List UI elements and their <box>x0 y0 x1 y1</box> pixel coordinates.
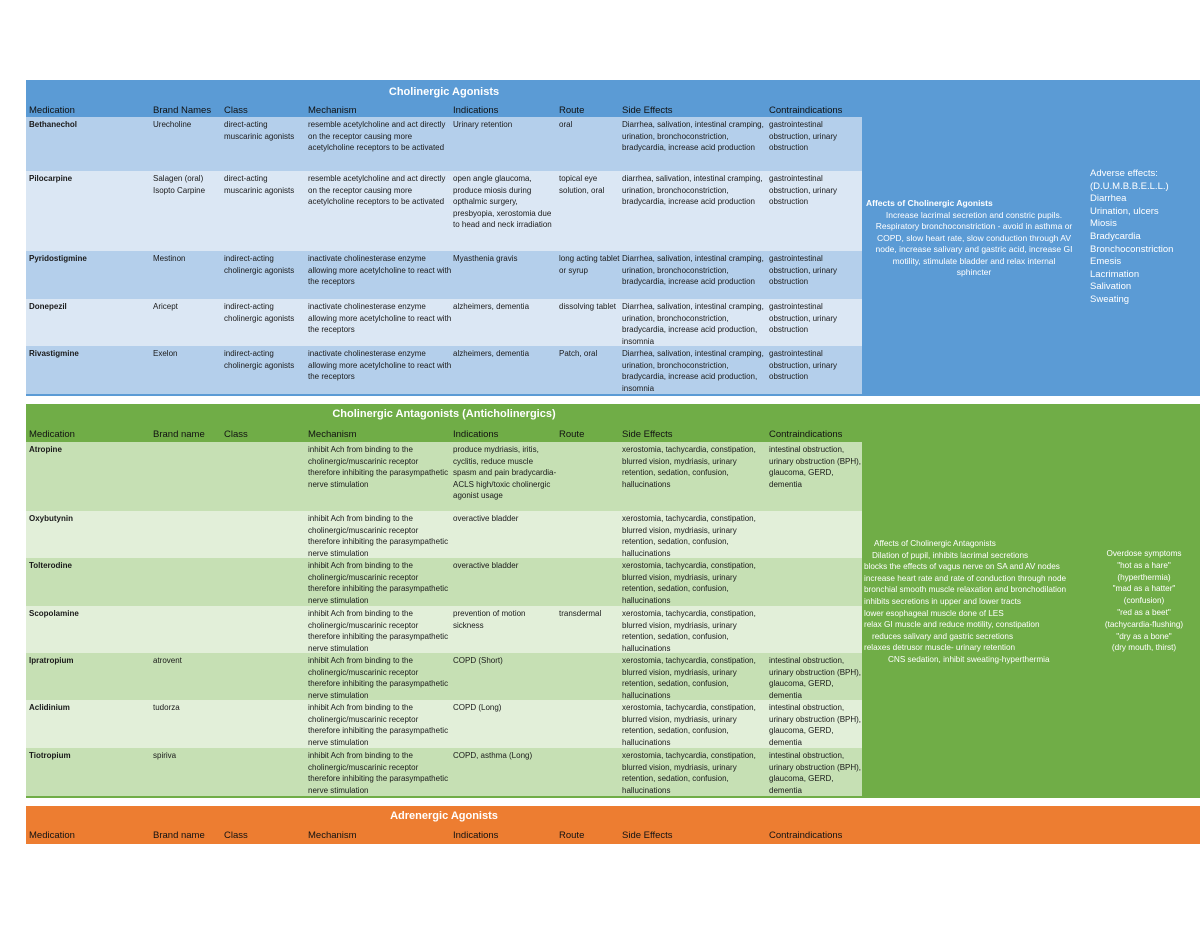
header-side-effects: Side Effects <box>622 830 673 841</box>
medication-cell: Tiotropium <box>29 751 71 760</box>
cholinergic-agonists-section <box>26 80 1200 396</box>
effects-line: Dilation of pupil, inhibits lacrimal secretions <box>872 550 1029 560</box>
medication-cell: Bethanechol <box>29 120 78 129</box>
adverse-line: Bradycardia <box>1090 230 1141 242</box>
brand-cell: Aricept <box>153 302 178 311</box>
mechanism-cell: resemble acetylcholine and act directly on the receptor causing more acetylcholine receptors to be activated <box>308 174 446 207</box>
contraindications-cell: intestinal obstruction, urinary obstruction (BPH), glaucoma, GERD, dementia <box>769 703 862 747</box>
table-row <box>26 346 862 394</box>
medication-cell: Aclidinium <box>29 703 70 712</box>
overdose-line: "dry as a bone" <box>1116 631 1172 641</box>
header-class: Class <box>224 105 248 116</box>
effects-line: lower esophageal muscle done of LES <box>864 608 1004 618</box>
adverse-line: Urination, ulcers <box>1090 205 1159 217</box>
header-side-effects: Side Effects <box>622 105 673 116</box>
side-effects-cell: xerostomia, tachycardia, constipation, blurred vision, mydriasis, urinary retention, sedation, confusion, hallucinations <box>622 703 756 747</box>
overdose-line: (dry mouth, thirst) <box>1111 643 1177 653</box>
table-header <box>26 429 862 441</box>
mechanism-cell: inhibit Ach from binding to the cholinergic/muscarinic receptor therefore inhibiting the parasympathetic nerve stimulation <box>308 445 449 489</box>
indications-cell: open angle glaucoma, produce miosis during opthalmic surgery, presbyopia, xerostomia due to head and neck irradiation <box>453 174 552 230</box>
class-cell: direct-acting muscarinic agonists <box>224 174 295 195</box>
adverse-line: Salivation <box>1090 281 1132 293</box>
effects-line: node, increase salivary and gastric acid, increase GI <box>875 244 1073 254</box>
side-effects-cell: Diarrhea, salivation, intestinal cramping, urination, bronchoconstriction, bradycardia, increase acid production <box>622 254 764 287</box>
header-medication: Medication <box>29 429 75 440</box>
route-cell: long acting tablet or syrup <box>559 254 620 275</box>
table-row <box>26 171 862 251</box>
overdose-line: "hot as a hare" <box>1117 560 1171 570</box>
side-effects-cell: xerostomia, tachycardia, constipation, blurred vision, mydriasis, urinary retention, sedation, confusion, hallucinations <box>622 561 756 605</box>
route-cell: dissolving tablet <box>559 302 616 311</box>
side-effects-cell: xerostomia, tachycardia, constipation, blurred vision, mydriasis, urinary retention, sedation, confusion, hallucinations <box>622 751 756 795</box>
mechanism-cell: inhibit Ach from binding to the cholinergic/muscarinic receptor therefore inhibiting the parasympathetic nerve stimulation <box>308 514 449 558</box>
effects-line: bronchial smooth muscle relaxation and bronchodilation <box>864 585 1067 595</box>
header-route: Route <box>559 429 585 440</box>
contraindications-cell: intestinal obstruction, urinary obstruction (BPH), glaucoma, GERD, dementia <box>769 751 862 795</box>
mechanism-cell: resemble acetylcholine and act directly on the receptor causing more acetylcholine receptors to be activated <box>308 120 446 153</box>
medication-cell: Pyridostigmine <box>29 254 87 263</box>
table-row <box>26 748 862 796</box>
side-effects-cell: xerostomia, tachycardia, constipation, blurred vision, mydriasis, urinary retention, sedation, confusion, hallucinations <box>622 609 756 653</box>
indications-cell: Urinary retention <box>453 120 513 129</box>
table-row <box>26 700 862 748</box>
side-effects-cell: Diarrhea, salivation, intestinal cramping, urination, bronchoconstriction, bradycardia, increase acid production <box>622 120 764 153</box>
medication-cell: Donepezil <box>29 302 67 311</box>
route-cell: oral <box>559 120 573 129</box>
effects-line: Affects of Cholinergic Antagonists <box>874 539 996 548</box>
contraindications-cell: intestinal obstruction, urinary obstruction (BPH), glaucoma, GERD, dementia <box>769 445 862 489</box>
effects-line: blocks the effects of vagus nerve on SA and AV nodes <box>864 562 1060 572</box>
effects-line: relax GI muscle and reduce motility, constipation <box>864 620 1040 630</box>
section-title: Cholinergic Agonists <box>388 86 500 98</box>
contraindications-cell: gastrointestinal obstruction, urinary obstruction <box>769 120 838 153</box>
medication-cell: Atropine <box>29 445 62 454</box>
indications-cell: prevention of motion sickness <box>453 609 526 630</box>
indications-cell: overactive bladder <box>453 561 519 570</box>
overdose-symptoms-list <box>1088 548 1200 654</box>
side-effects-cell: Diarrhea, salivation, intestinal cramping, urination, bronchoconstriction, bradycardia, increase acid production, insomnia <box>622 349 764 393</box>
adverse-line: Diarrhea <box>1090 193 1127 205</box>
table-row <box>26 299 862 346</box>
header-indications: Indications <box>453 429 499 440</box>
cholinergic-antagonists-section <box>26 404 1200 798</box>
table-row <box>26 117 862 171</box>
contraindications-cell: gastrointestinal obstruction, urinary obstruction <box>769 254 838 287</box>
mechanism-cell: inhibit Ach from binding to the cholinergic/muscarinic receptor therefore inhibiting the parasympathetic nerve stimulation <box>308 609 449 653</box>
route-cell: transdermal <box>559 609 602 618</box>
mechanism-cell: inactivate cholinesterase enzyme allowing more acetylcholine to react with the receptors <box>308 302 452 335</box>
effects-line: Respiratory bronchoconstriction - avoid in asthma or <box>875 221 1073 231</box>
adverse-line: Adverse effects: <box>1090 168 1158 179</box>
brand-cell: tudorza <box>153 703 180 712</box>
side-effects-cell: xerostomia, tachycardia, constipation, blurred vision, mydriasis, urinary retention, sedation, confusion, hallucinations <box>622 445 756 489</box>
route-cell: topical eye solution, oral <box>559 174 605 195</box>
adverse-line: Miosis <box>1090 218 1117 230</box>
contraindications-cell: intestinal obstruction, urinary obstruction (BPH), glaucoma, GERD, dementia <box>769 656 862 700</box>
brand-cell: Mestinon <box>153 254 186 263</box>
header-indications: Indications <box>453 830 499 841</box>
overdose-line: (confusion) <box>1123 596 1165 606</box>
class-cell: indirect-acting cholinergic agonists <box>224 349 295 370</box>
header-brand: Brand name <box>153 830 205 841</box>
header-mechanism: Mechanism <box>308 830 357 841</box>
class-cell: indirect-acting cholinergic agonists <box>224 302 295 323</box>
adverse-effects-list <box>1090 168 1173 307</box>
contraindications-cell: gastrointestinal obstruction, urinary obstruction <box>769 302 838 335</box>
overdose-line: "mad as a hatter" <box>1112 584 1176 594</box>
header-contraindications: Contraindications <box>769 830 843 841</box>
table-row <box>26 558 862 606</box>
overdose-line: (hyperthermia) <box>1117 572 1171 582</box>
header-medication: Medication <box>29 830 75 841</box>
medication-cell: Tolterodine <box>29 561 72 570</box>
side-effects-cell: xerostomia, tachycardia, constipation, blurred vision, mydriasis, urinary retention, sedation, confusion, hallucinations <box>622 656 756 700</box>
brand-cell: atrovent <box>153 656 182 665</box>
medication-cell: Pilocarpine <box>29 174 73 183</box>
mechanism-cell: inactivate cholinesterase enzyme allowing more acetylcholine to react with the receptors <box>308 349 452 382</box>
adverse-line: Sweating <box>1090 293 1130 305</box>
header-route: Route <box>559 830 585 841</box>
indications-cell: alzheimers, dementia <box>453 302 530 311</box>
indications-cell: COPD, asthma (Long) <box>453 751 533 760</box>
header-indications: Indications <box>453 105 499 116</box>
header-class: Class <box>224 429 248 440</box>
effects-line: sphincter <box>956 267 992 277</box>
overdose-line: Overdose symptoms <box>1106 549 1182 558</box>
contraindications-cell: gastrointestinal obstruction, urinary obstruction <box>769 349 838 382</box>
effects-line: Increase lacrimal secretion and constric pupils. <box>885 209 1063 220</box>
table-header <box>26 105 862 117</box>
class-cell: indirect-acting cholinergic agonists <box>224 254 295 275</box>
header-brand: Brand name <box>153 429 205 440</box>
indications-cell: COPD (Short) <box>453 656 503 665</box>
medication-cell: Oxybutynin <box>29 514 74 523</box>
adverse-line: (D.U.M.B.B.E.L.L.) <box>1090 180 1169 192</box>
table-row <box>26 251 862 299</box>
table-row <box>26 606 862 653</box>
table-row <box>26 511 862 558</box>
side-effects-cell: diarrhea, salivation, intestinal cramping, urination, bronchoconstriction, bradycardia, increase acid production <box>622 174 763 207</box>
indications-cell: overactive bladder <box>453 514 519 523</box>
indications-cell: alzheimers, dementia <box>453 349 530 358</box>
brand-cell: Urecholine <box>153 120 192 129</box>
table-row <box>26 442 862 511</box>
adverse-line: Bronchoconstriction <box>1090 243 1174 255</box>
mechanism-cell: inhibit Ach from binding to the cholinergic/muscarinic receptor therefore inhibiting the parasympathetic nerve stimulation <box>308 561 449 605</box>
overdose-line: "red as a beet" <box>1117 607 1171 617</box>
class-cell: direct-acting muscarinic agonists <box>224 120 295 141</box>
header-contraindications: Contraindications <box>769 105 843 116</box>
side-effects-cell: Diarrhea, salivation, intestinal cramping, urination, bronchoconstriction, bradycardia, increase acid production, insomnia <box>622 302 764 346</box>
table-header <box>26 830 862 842</box>
adverse-line: Lacrimation <box>1090 268 1140 280</box>
effects-line: inhibits secretions in upper and lower tracts <box>864 596 1022 606</box>
effects-line: Affects of Cholinergic Agonists <box>866 198 993 208</box>
header-mechanism: Mechanism <box>308 429 357 440</box>
effects-line: relaxes detrusor muscle- urinary retention <box>864 643 1016 653</box>
header-contraindications: Contraindications <box>769 429 843 440</box>
effects-line: reduces salivary and gastric secretions <box>872 631 1014 641</box>
table-row <box>26 653 862 700</box>
route-cell: Patch, oral <box>559 349 598 358</box>
effects-line: CNS sedation, inhibit sweating-hyperthermia <box>888 654 1050 664</box>
adverse-line: Emesis <box>1090 256 1122 268</box>
effects-line: motility, stimulate bladder and relax internal <box>892 255 1056 266</box>
medication-cell: Rivastigmine <box>29 349 79 358</box>
overdose-line: (tachycardia-flushing) <box>1104 619 1184 629</box>
header-medication: Medication <box>29 105 75 116</box>
brand-cell: Salagen (oral) Isopto Carpine <box>153 174 206 195</box>
brand-cell: spiriva <box>153 751 177 760</box>
header-class: Class <box>224 830 248 841</box>
header-route: Route <box>559 105 585 116</box>
agonist-effects-note <box>866 198 1082 279</box>
mechanism-cell: inactivate cholinesterase enzyme allowing more acetylcholine to react with the receptors <box>308 254 452 287</box>
medication-cell: Scopolamine <box>29 609 79 618</box>
indications-cell: Myasthenia gravis <box>453 254 518 263</box>
header-brand: Brand Names <box>153 105 212 116</box>
header-side-effects: Side Effects <box>622 429 673 440</box>
mechanism-cell: inhibit Ach from binding to the cholinergic/muscarinic receptor therefore inhibiting the parasympathetic nerve stimulation <box>308 656 449 700</box>
header-mechanism: Mechanism <box>308 105 357 116</box>
mechanism-cell: inhibit Ach from binding to the cholinergic/muscarinic receptor therefore inhibiting the parasympathetic nerve stimulation <box>308 751 449 795</box>
contraindications-cell: gastrointestinal obstruction, urinary obstruction <box>769 174 838 207</box>
effects-line: increase heart rate and rate of conduction through node <box>864 573 1067 583</box>
antagonist-effects-note <box>864 538 1066 666</box>
mechanism-cell: inhibit Ach from binding to the cholinergic/muscarinic receptor therefore inhibiting the parasympathetic nerve stimulation <box>308 703 449 747</box>
effects-line: COPD, slow heart rate, slow conduction through AV <box>876 232 1072 243</box>
section-title: Adrenergic Agonists <box>390 810 498 822</box>
side-effects-cell: xerostomia, tachycardia, constipation, blurred vision, mydriasis, urinary retention, sedation, confusion, hallucinations <box>622 514 756 558</box>
medication-cell: Ipratropium <box>29 656 74 665</box>
indications-cell: produce mydriasis, iritis, cyclitis, reduce muscle spasm and pain bradycardia- ACLS high/toxic cholinergic agonist usage <box>453 445 557 501</box>
section-title: Cholinergic Antagonists (Anticholinergics) <box>332 408 556 420</box>
brand-cell: Exelon <box>153 349 178 358</box>
indications-cell: COPD (Long) <box>453 703 502 712</box>
adrenergic-agonists-section <box>26 806 1200 844</box>
